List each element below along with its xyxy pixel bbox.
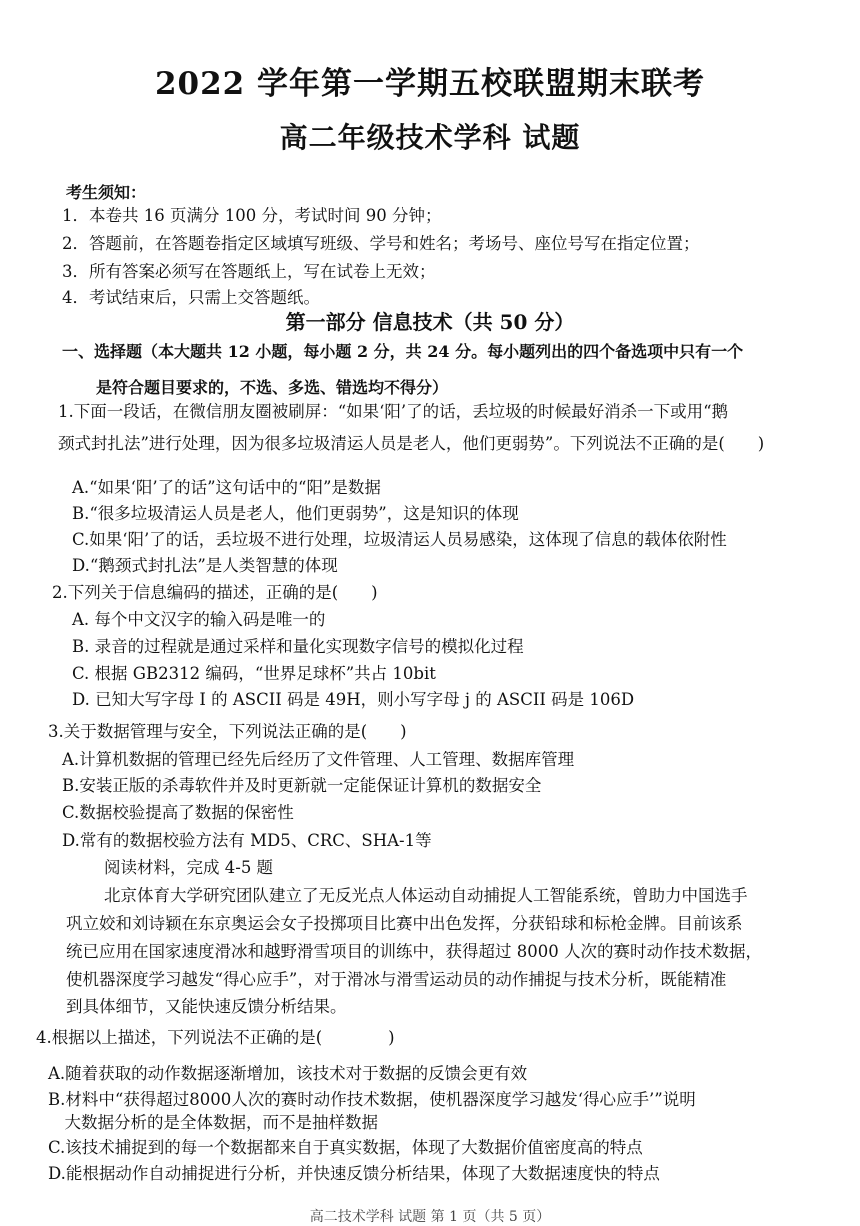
- notice-item-3: 3．所有答案必须写在答题纸上，写在试卷上无效；: [62, 262, 436, 281]
- notice-item-2: 2．答题前，在答题卷指定区域填写班级、学号和姓名；考场号、座位号写在指定位置；: [62, 234, 700, 253]
- reading-line-5: 到具体细节，又能快速反馈分析结果。: [66, 997, 347, 1016]
- q3-option-d: D.常有的数据校验方法有 MD5、CRC、SHA-1等: [62, 831, 432, 850]
- q2-option-b: B. 录音的过程就是通过采样和量化实现数字信号的模拟化过程: [72, 637, 524, 656]
- q1-option-d: D.“鹅颈式封扎法”是人类智慧的体现: [72, 556, 338, 575]
- page-footer: 高二技术学科 试题 第 1 页（共 5 页）: [309, 1209, 551, 1225]
- reading-line-3: 统已应用在国家速度滑冰和越野滑雪项目的训练中，获得超过 8000 人次的赛时动作技术数据，: [66, 942, 762, 961]
- reading-line-1: 北京体育大学研究团队建立了无反光点人体运动自动捕捉人工智能系统，曾助力中国选手: [104, 886, 748, 905]
- notice-item-4: 4．考试结束后，只需上交答题纸。: [62, 288, 320, 307]
- q2-stem: 2.下列关于信息编码的描述，正确的是( ): [52, 583, 378, 602]
- notice-item-1: 1．本卷共 16 页满分 100 分，考试时间 90 分钟；: [62, 206, 442, 225]
- part-heading-line-1: 一、选择题（本大题共 12 小题，每小题 2 分，共 24 分。每小题列出的四个备选项中只有一个: [62, 342, 744, 361]
- q1-stem-line-2: 颈式封扎法”进行处理，因为很多垃圾清运人员是老人，他们更弱势”。下列说法不正确的是( ): [58, 434, 765, 453]
- exam-title: 2022 学年第一学期五校联盟期末联考: [154, 66, 706, 102]
- q3-stem: 3.关于数据管理与安全，下列说法正确的是( ): [48, 722, 407, 741]
- q2-option-a: A. 每个中文汉字的输入码是唯一的: [72, 610, 326, 629]
- reading-intro: 阅读材料，完成 4-5 题: [104, 858, 274, 877]
- q4-option-b-line-2: 大数据分析的是全体数据，而不是抽样数据: [48, 1113, 378, 1132]
- reading-line-2: 巩立姣和刘诗颖在东京奥运会女子投掷项目比赛中出色发挥，分获铅球和标枪金牌。目前该系: [66, 914, 743, 933]
- reading-line-4: 使机器深度学习越发“得心应手”，对于滑冰与滑雪运动员的动作捕捉与技术分析，既能精准: [66, 970, 727, 989]
- q4-option-d: D.能根据动作自动捕捉进行分析，并快速反馈分析结果，体现了大数据速度快的特点: [48, 1164, 660, 1183]
- q4-option-c: C.该技术捕捉到的每一个数据都来自于真实数据，体现了大数据价值密度高的特点: [48, 1138, 643, 1157]
- q1-option-c: C.如果‘阳’了的话，丢垃圾不进行处理，垃圾清运人员易感染，这体现了信息的载体依附性: [72, 530, 727, 549]
- q3-option-b: B.安装正版的杀毒软件并及时更新就一定能保证计算机的数据安全: [62, 776, 542, 795]
- exam-subtitle: 高二年级技术学科 试题: [279, 121, 581, 154]
- q2-option-d: D. 已知大写字母 I 的 ASCII 码是 49H，则小写字母 j 的 ASCII 码是 106D: [72, 690, 635, 709]
- q2-option-c: C. 根据 GB2312 编码，“世界足球杯”共占 10bit: [72, 664, 436, 683]
- q4-option-a: A.随着获取的动作数据逐渐增加，该技术对于数据的反馈会更有效: [48, 1064, 528, 1083]
- q1-option-a: A.“如果‘阳’了的话”这句话中的“阳”是数据: [72, 478, 381, 497]
- q3-option-c: C.数据校验提高了数据的保密性: [62, 803, 294, 822]
- q4-stem: 4.根据以上描述，下列说法不正确的是( ): [36, 1028, 395, 1047]
- q1-stem-line-1: 1.下面一段话，在微信朋友圈被刷屏：“如果‘阳’了的话，丢垃圾的时候最好消杀一下或用“鹅: [58, 402, 729, 421]
- section-title: 第一部分 信息技术（共 50 分）: [285, 310, 575, 334]
- q3-option-a: A.计算机数据的管理已经先后经历了文件管理、人工管理、数据库管理: [62, 750, 575, 769]
- part-heading-line-2: 是符合题目要求的，不选、多选、错选均不得分）: [96, 378, 449, 397]
- notice-heading: 考生须知：: [66, 183, 147, 202]
- q1-option-b: B.“很多垃圾清运人员是老人，他们更弱势”，这是知识的体现: [72, 504, 519, 523]
- q4-option-b-line-1: B.材料中“获得超过8000人次的赛时动作技术数据，使机器深度学习越发‘得心应手’”说明: [48, 1090, 696, 1109]
